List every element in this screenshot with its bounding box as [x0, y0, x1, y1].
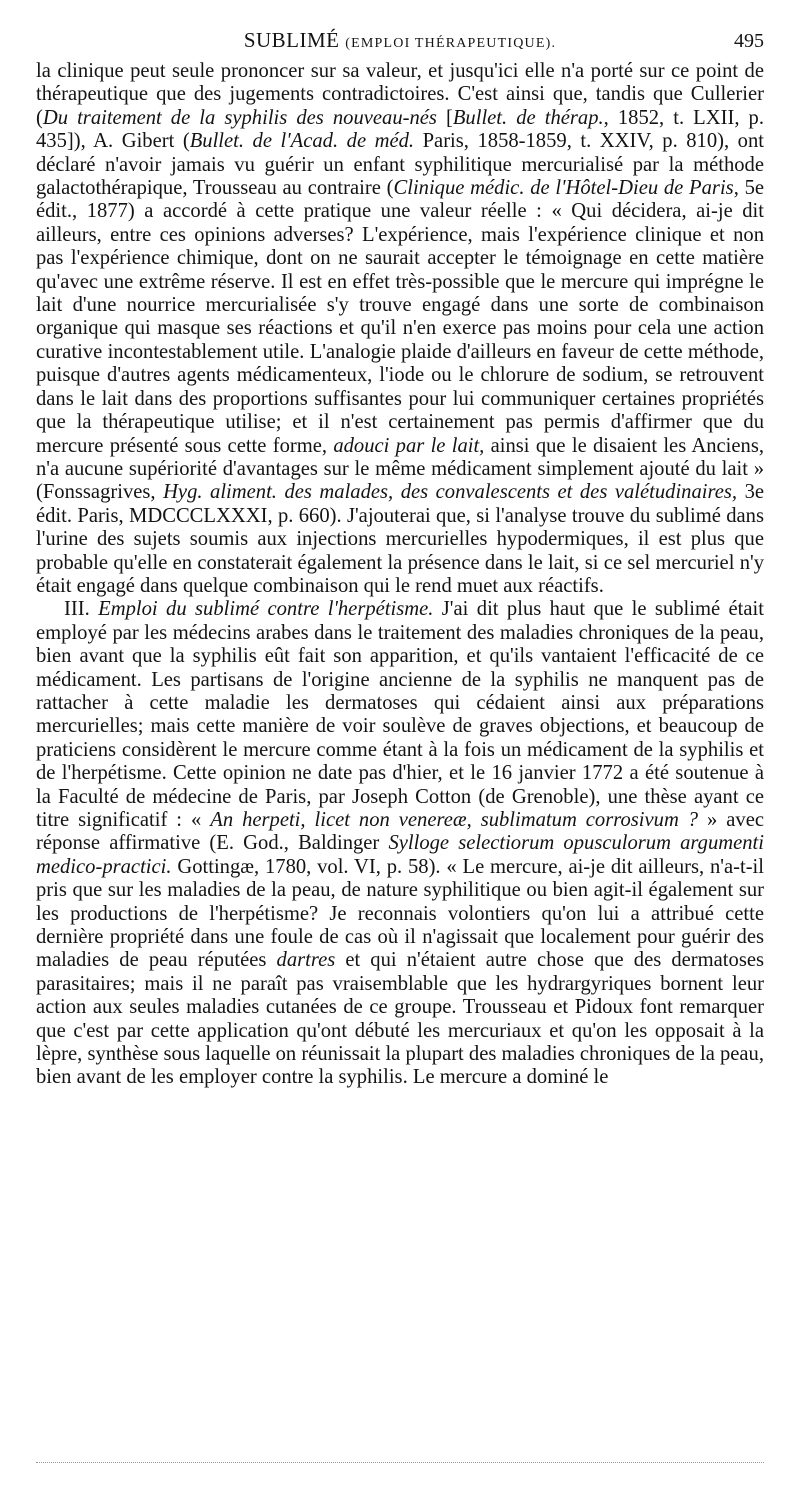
text-run: [ — [436, 106, 453, 129]
emphasis: dartres — [276, 949, 336, 972]
citation-title: Du traitement de la syphilis des nouveau-nés — [42, 106, 437, 129]
text-run: et qui n'étaient autre chose que des dermatoses parasitaires; mais il ne paraît pas vraisemblable que les hydrargyriques bornent leur action aux seules maladies cutanées de ce groupe. Trousseau et Pidoux font remarquer que c'est par cette application qu'ont débuté les mercuriaux et qu'on les opposait à la lèpre, synthèse sous laquelle on réunissait la plupart des maladies chroniques de la peau, bien avant de les employer contre la syphilis. Le mercure a dominé le — [36, 949, 765, 1089]
text-run: J'ai dit plus haut que le sublimé était employé par les médecins arabes dans le traitement des maladies chroniques de la peau, bien avant que la syphilis eût fait son apparition, et qu'ils vantaient l'efficacité de ce médicament. Les partisans de l'origine ancienne de la syphilis ne manquent pas de rattacher à cette maladie les dermatoses qui cédaient ainsi aux préparations mercurielles; mais cette manière de voir soulève de graves objections, et beaucoup de praticiens considèrent le mercure comme étant à la fois un médicament de la syphilis et de l'herpétisme. Cette opinion ne date pas d'hier, et le 16 janvier 1772 a été soutenue à la Faculté de médecine de Paris, par Joseph Cotton (de Grenoble), une thèse ayant ce titre significatif : « — [36, 598, 764, 831]
text-run: Paris, 1858-1859, t. XXIV, p. 810), ont déclaré n'avoir jamais vu guérir un enfant syphilitique mercurialisé par la méthode galactothérapique, Trousseau au contraire ( — [36, 130, 764, 200]
citation-title: Sylloge selectiorum opusculorum argumenti medico-practici. — [36, 832, 765, 878]
paragraph-herpetism — [36, 598, 764, 1090]
text-run: , 1852, t. LXII, p. 435]), A. Gibert ( — [36, 106, 764, 153]
text-run: ainsi que le disaient les Anciens, n'a aucune supériorité d'avantages sur le même médicament simplement ajouté du lait » (Fonssagrives, — [36, 434, 765, 504]
header-subtitle: (EMPLOI THÉRAPEUTIQUE). — [345, 36, 557, 51]
citation-title: Bullet. de thérap. — [452, 106, 604, 129]
footer-dotted-rule — [36, 1462, 764, 1463]
book-page — [36, 28, 764, 1090]
text-run: » avec réponse affirmative (E. God., Baldinger — [36, 809, 765, 855]
thesis-title: An herpeti, licet non venereæ, sublimatum corrosivum ? — [210, 809, 699, 831]
citation-title: Clinique médic. de l'Hôtel-Dieu de Paris — [393, 177, 734, 200]
text-run: 3e édit. Paris, MDCCCLXXXI, p. 660). J'ajouterai que, si l'analyse trouve du sublimé dans l'urine des sujets soumis aux injections mercurielles hypodermiques, il est plus que probable qu'elle en constaterait également la présence dans le lait, si ce sel mercuriel n'y était engagé dans quelque combinaison qui le rend muet aux réactifs. — [36, 481, 765, 597]
citation-title: Bullet. de l'Acad. de méd. — [189, 130, 415, 153]
emphasis: adouci par le lait, — [333, 434, 485, 457]
running-title — [36, 28, 764, 53]
page-number: 495 — [734, 30, 764, 52]
text-run: Gottingæ, 1780, vol. VI, p. 58). « Le mercure, ai-je dit ailleurs, n'a-t-il pris que sur les maladies de la peau, de nature syphilitique ou bien agit-il également sur les productions de l'herpétisme? Je reconnais volontiers qu'on lui a attribué cette dernière propriété dans une foule de cas où il n'agissait que localement pour guérir des maladies de peau réputées — [36, 855, 764, 972]
section-number: III. — [64, 598, 99, 621]
header-title: SUBLIMÉ — [243, 28, 340, 52]
body-text — [36, 60, 764, 1090]
text-run: la clinique peut seule prononcer sur sa valeur, et jusqu'ici elle n'a porté sur ce point de thérapeutique que des jugements contradictoires. C'est ainsi que, tandis que Cullerier ( — [36, 60, 764, 129]
citation-title: Hyg. aliment. des malades, des convalescents et des valétudinaires, — [163, 481, 738, 504]
text-run: , 5e édit., 1877) a accordé à cette pratique une valeur réelle : « Qui décidera, ai-je dit ailleurs, entre ces opinions adverses? L'expérience, mais l'expérience clinique et non pas l'expérience chimique, dont on ne saurait accepter le témoignage en cette matière qu'avec une extrême réserve. Il est en effet très-possible que le mercure qui imprégne le lait d'une nourrice mercurialisée s'y trouve engagé dans une sorte de combinaison organique qui masque ses réactions et qu'il n'en exerce pas moins pour cela une action curative incontestablement utile. L'analogie plaide d'ailleurs en faveur de cette méthode, puisque d'autres agents médicamenteux, l'iode ou le chlorure de sodium, se retrouvent dans le lait dans des proportions suffisantes pour lui communiquer certaines propriétés que la thérapeutique utilise; et il n'est certainement pas permis d'affirmer que du mercure présenté sous cette forme, — [36, 177, 765, 457]
running-header — [36, 28, 764, 60]
paragraph-galactotherapy — [36, 60, 764, 598]
section-heading: Emploi du sublimé contre l'herpétisme. — [98, 598, 434, 621]
